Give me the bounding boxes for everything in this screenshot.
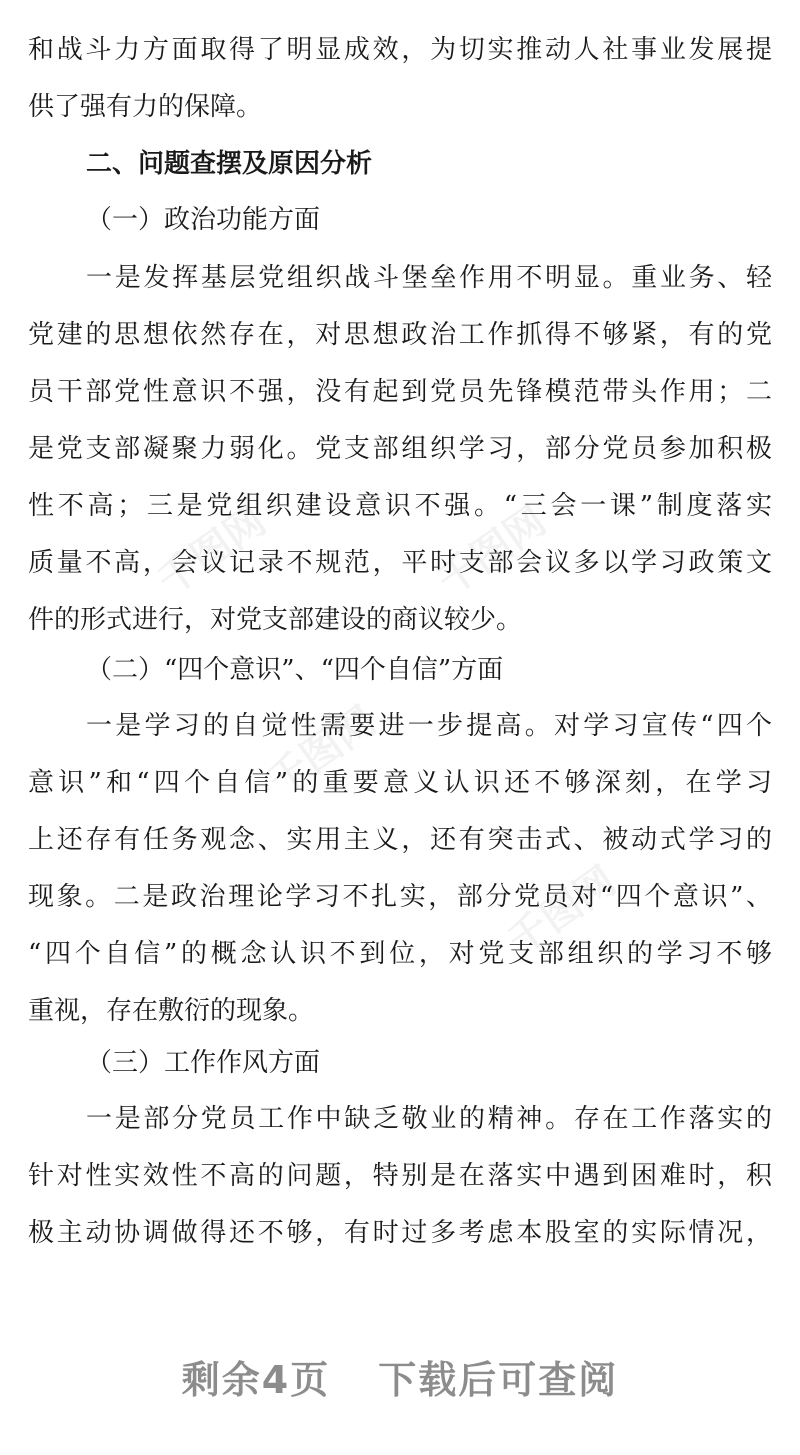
body-text-line: 质量不高，会议记录不规范，平时支部会议多以学习政策文 [28,548,772,578]
paragraph-first-line: 一是学习的自觉性需要进一步提高。对学习宣传“四个 [86,711,772,741]
subsection-heading: （二）“四个意识”、“四个自信”方面 [86,655,504,685]
watermark: 千图网 [259,698,385,805]
body-text-line: 针对性实效性不高的问题，特别是在落实中遇到困难时，积 [28,1161,772,1191]
body-text-line: 现象。二是政治理论学习不扎实，部分党员对“四个意识”、 [28,882,772,912]
body-text-line: 意识”和“四个自信”的重要意义认识还不够深刻，在学习 [28,768,772,798]
subsection-heading: （三）工作作风方面 [86,1048,321,1078]
body-text-line: 件的形式进行，对党支部建设的商议较少。 [28,605,523,635]
body-text-line: “四个自信”的概念认识不到位，对党支部组织的学习不够 [28,939,772,969]
body-text-line: 重视，存在敷衍的现象。 [28,996,315,1026]
body-text-line: 性不高；三是党组织建设意识不强。“三会一课”制度落实 [28,491,772,521]
watermark: 千图网 [429,498,555,605]
paragraph-first-line: 一是部分党员工作中缺乏敬业的精神。存在工作落实的 [86,1104,772,1134]
body-text-line: 上还存有任务观念、实用主义，还有突击式、被动式学习的 [28,825,772,855]
paragraph-first-line: 一是发挥基层党组织战斗堡垒作用不明显。重业务、轻 [86,263,772,293]
watermark: 千图网 [149,498,275,605]
remaining-pages-text: 剩余4页 [181,1358,331,1402]
body-text-line: 党建的思想依然存在，对思想政治工作抓得不够紧，有的党 [28,320,772,350]
download-prompt[interactable] [0,1350,800,1410]
body-text-line: 供了强有力的保障。 [28,92,263,122]
body-text-line: 极主动协调做得还不够，有时过多考虑本股室的实际情况， [28,1218,772,1248]
body-text-line: 和战斗力方面取得了明显成效，为切实推动人社事业发展提 [28,35,772,65]
subsection-heading: （一）政治功能方面 [86,205,321,235]
watermark: 千图网 [499,858,625,965]
download-to-view-text: 下载后可查阅 [378,1358,619,1402]
section-heading: 二、问题查摆及原因分析 [86,149,373,179]
body-text-line: 员干部党性意识不强，没有起到党员先锋模范带头作用；二 [28,377,772,407]
body-text-line: 是党支部凝聚力弱化。党支部组织学习，部分党员参加积极 [28,434,772,464]
